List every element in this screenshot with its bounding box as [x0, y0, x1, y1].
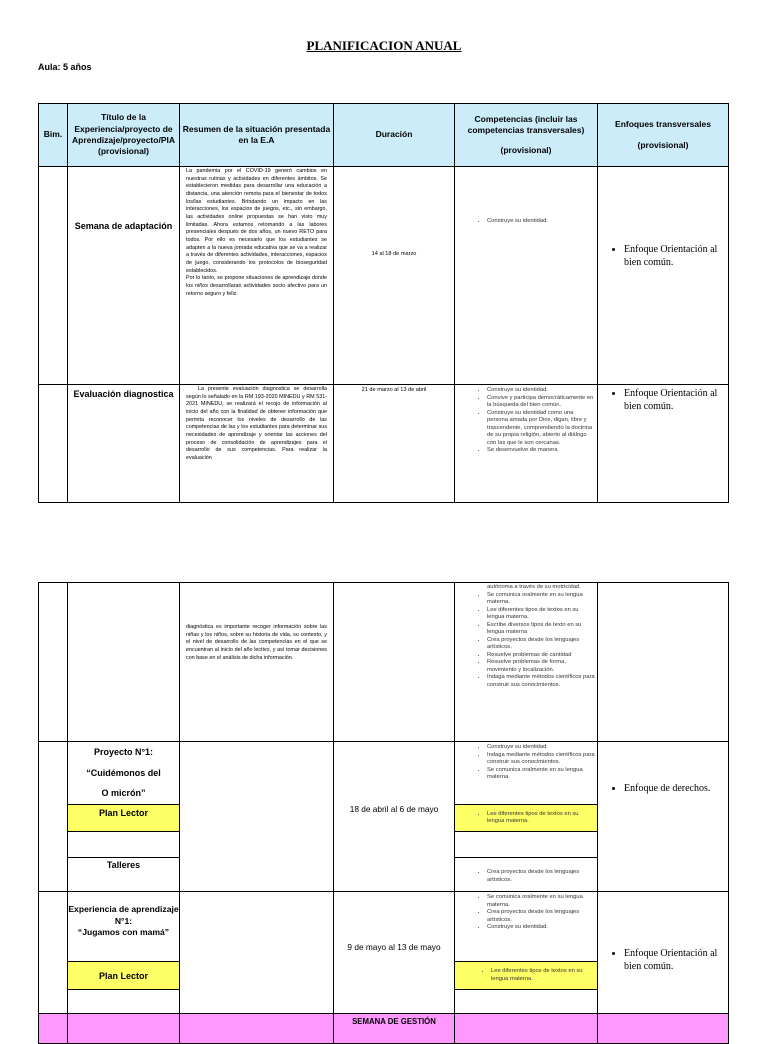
list-item: • Crea proyectos desde los lenguajes artísticos.: [487, 637, 595, 652]
title-line: Experiencia de aprendizaje N°1:: [68, 904, 179, 926]
row-competencias-evaluacion-cont: [455, 583, 598, 742]
table-row: [39, 583, 729, 742]
page-title: PLANIFICACION ANUAL: [306, 38, 462, 53]
list-item: • Resuelve problemas de cantidad: [487, 652, 595, 660]
list-item: • Crea proyectos desde los lenguajes artísticos.: [487, 869, 595, 884]
list-item: • Convive y participa democráticamente en la búsqueda del bien común.: [487, 395, 595, 410]
row-duracion-adaptacion: 14 al 18 de marzo: [334, 167, 455, 385]
row-enfoque-proyecto-1: [598, 742, 729, 892]
resumen-cell: [180, 892, 334, 1014]
row-competencias-evaluacion: [455, 385, 598, 503]
table-row: [39, 1014, 729, 1044]
list-item: • Se comunica oralmente en su lengua materna.: [487, 592, 595, 607]
list-item: • Indaga mediante métodos científicos para construir sus conocimientos.: [487, 674, 595, 689]
row-title-proyecto-1: [68, 742, 180, 805]
resumen-cell: [180, 742, 334, 892]
list-item: • Se comunica oralmente en su lengua materna.: [487, 767, 595, 782]
table-row: [39, 742, 729, 805]
list-item: • Enfoque Orientación al bien común.: [624, 947, 726, 973]
row-competencias-proyecto-1: [455, 742, 598, 805]
header-titulo: Título de la Experiencia/proyecto de Aprendizaje/proyecto/PIA (provisional): [68, 104, 180, 167]
header-enfoques: [598, 104, 729, 167]
competencia-continuation: autónoma a través de su motricidad.: [487, 584, 581, 590]
row-resumen-evaluacion-cont: diagnóstica es importante recoger información sobre las niñas y los niños, sobre su historia de vida, su contexto, y el nivel de desarrollo de las competencias en el que se encuentran al inicio del año lectivo, y así tomar decisiones con base en el análisis de dicha información.: [180, 583, 334, 742]
duracion-cell: [334, 583, 455, 742]
list-item: • Se desenvuelve de manera: [487, 447, 595, 455]
row-enfoque-evaluacion: [598, 385, 729, 503]
list-item: • Se comunica oralmente en su lengua materna.: [487, 894, 595, 909]
row-competencias-experiencia-1: [455, 892, 598, 962]
list-item: • Construye su identidad.: [487, 387, 595, 395]
list-item: • Lee diferentes tipos de textos en su lengua materna.: [487, 607, 595, 622]
row-competencias-adaptacion: [455, 167, 598, 385]
enfoque-cell: [598, 1014, 729, 1044]
title-cell: [68, 1014, 180, 1044]
plan-lector-competencia: [455, 805, 598, 832]
title-line: “Cuidémonos del: [86, 767, 161, 778]
table-row: [39, 385, 729, 503]
resumen-paragraph: Por lo tanto, se propone situaciones de aprendizaje donde los niños desarrollaran actividades socio afectivo para un retorno seguro y feliz.: [186, 275, 327, 297]
list-item: • Lee diferentes tipos de textos en su lengua materna.: [487, 811, 595, 826]
header-duracion: Duración: [334, 104, 455, 167]
header-row: [39, 104, 729, 167]
list-item: • Crea proyectos desde los lenguajes artísticos.: [487, 909, 595, 924]
header-bim: Bim.: [39, 104, 68, 167]
empty-cell: [68, 990, 180, 1014]
list-item: • Construye su identidad.: [487, 218, 595, 226]
title-line: “Jugamos con mamá”: [77, 927, 170, 938]
header-resumen: Resumen de la situación presentada en la E.A: [180, 104, 334, 167]
title-line: O micrón”: [101, 788, 146, 799]
list-item: • Indaga mediante métodos científicos para construir sus conocimientos.: [487, 752, 595, 767]
header-enfoques-line-2: (provisional): [637, 140, 689, 150]
semana-gestion-label: SEMANA DE GESTIÓN: [334, 1014, 455, 1044]
planning-table-page-2: [38, 582, 729, 1044]
table-row: [39, 167, 729, 385]
row-title-experiencia-1: [68, 892, 180, 962]
header-enfoques-line-1: Enfoques transversales: [615, 118, 711, 129]
row-duracion-evaluacion: 21 de marzo al 13 de abril: [334, 385, 455, 503]
list-item: • Escribe diversos tipos de texto en su lengua materna: [487, 622, 595, 637]
row-enfoque-adaptacion: [598, 167, 729, 385]
empty-cell: [455, 832, 598, 858]
bim-cell: [39, 167, 68, 385]
row-resumen-adaptacion: [180, 167, 334, 385]
list-item: • Enfoque de derechos.: [624, 782, 726, 795]
empty-cell: [68, 832, 180, 858]
title-cell: [68, 583, 180, 742]
bim-cell: [39, 1014, 68, 1044]
row-title-adaptacion: Semana de adaptación: [68, 167, 180, 385]
competencias-cell: [455, 1014, 598, 1044]
list-item: • Construye su identidad como una persona amada por Dios, digan, libre y trascendente, comprendiendo la doctrina de su propia religión, abierto al diálogo con las que le son cercanas.: [487, 410, 595, 448]
header-competencias-line-1: Competencias (incluir las competencias transversales): [467, 113, 585, 136]
plan-lector-label: Plan Lector: [68, 962, 180, 990]
title-line: Proyecto N°1:: [93, 747, 154, 757]
list-item: • Enfoque Orientación al bien común.: [624, 387, 726, 413]
plan-lector-competencia: [455, 962, 598, 990]
planning-table-page-1: [38, 103, 729, 503]
header-competencias: [455, 104, 598, 167]
resumen-cell: [180, 1014, 334, 1044]
bim-cell: [39, 385, 68, 503]
empty-cell: [455, 990, 598, 1014]
row-enfoque-experiencia-1: [598, 892, 729, 1014]
list-item: • Enfoque Orientación al bien común.: [624, 243, 726, 269]
talleres-label: Talleres: [68, 858, 180, 892]
plan-lector-label: Plan Lector: [68, 805, 180, 832]
row-duracion-experiencia-1: 9 de mayo al 13 de mayo: [334, 892, 455, 1014]
list-item: • Construye su identidad.: [487, 744, 595, 752]
resumen-paragraph: La pandemia por el COVID-19 generó cambios en nuestras rutinas y actividades en diferentes ámbitos. Se establecieron medidas para desarrollar una educación a distancia, una atención remota para el bienestar de todos los/las estudiantes. Brindando un impacto en las interacciones, los espacios de juegos, etc., sin embargo, las actividades online propuestas se han visto muy limitadas. Ahora estamos retornando a las labores presenciales después de dos años, un nuevo RETO para todos. Por ello es necesario que los estudiantes se adapten a la nueva jornada educativa que se va a realizar a través de diferentes actividades, interacciones, espacios de juego, considerando los protocolos de bioseguridad establecidos.: [186, 168, 327, 274]
bim-cell: [39, 742, 68, 892]
list-item: • Construye su identidad.: [487, 924, 595, 932]
row-resumen-evaluacion: La presente evaluación diagnostica se desarrolla según lo señalado en la RM 193-2020 MINEDU y RM 531-2021 MINEDU, se realizará el recojo de información al inicio del año con la finalidad de obtener información que permita reconocer los niveles de desarrollo de las competencias de las y los estudiantes para determinar sus necesidades de aprendizaje y orientar las acciones del proceso de consolidación de aprendizajes para el desarrollo de sus competencias. Para realizar la evaluación: [180, 385, 334, 503]
row-title-evaluacion: Evaluación diagnostica: [68, 385, 180, 503]
bim-cell: [39, 892, 68, 1014]
list-item: • Lee diferentes tipos de textos en su lengua materna.: [491, 968, 595, 983]
aula-label: Aula: 5 años: [38, 62, 92, 72]
header-competencias-line-2: (provisional): [500, 144, 552, 155]
bim-cell: [39, 583, 68, 742]
table-row: [39, 892, 729, 962]
row-duracion-proyecto-1: 18 de abril al 6 de mayo: [334, 742, 455, 892]
talleres-competencia: [455, 858, 598, 892]
enfoque-cell: [598, 583, 729, 742]
list-item: • Resuelve problemas de forma, movimiento y localización.: [487, 659, 595, 674]
